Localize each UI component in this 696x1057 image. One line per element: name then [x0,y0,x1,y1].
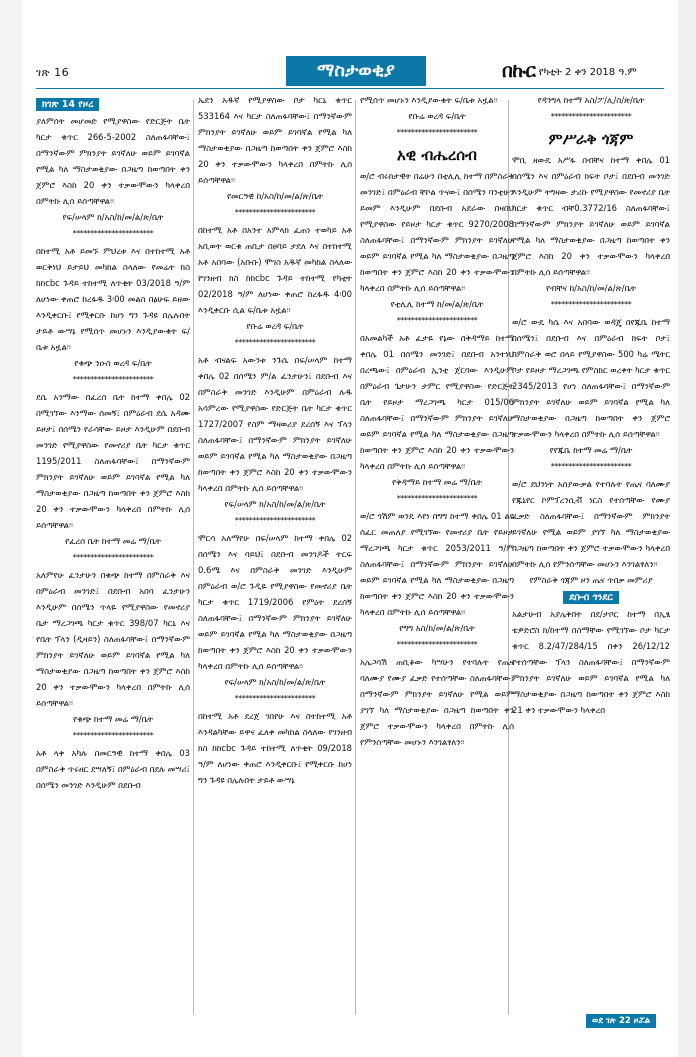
page-header [22,56,678,90]
section-title: አዊ ብሔረሰብ [397,146,477,164]
separator-stars: *********************** [550,300,632,309]
notice-signature: የቡሬ ወረዳ ፍ/ቤት [246,321,304,331]
notice-text: ወ/ሮ ደህንነት አሰያውቃል የተባሉት የጤና ባለሙያ የጁኒየር ኮምፕረንሲቭ ነርስ የተሰጣቸው የሙያ ፈቃድ ስለጠፋባቸው፤ በማንኛውም ምክንያት ይገኛለሁ የሚል ወይም ያገኘ ካለ ማስታወቂያው በጋዜጣ ከወጣበት ቀን ጀምሮ ተቃውሞውን ካላቀረበ በምትኩ ሊሰ የምንሰጣቸው መሆኑን እንገልፃለን፡፡ [512,479,670,569]
newspaper-page [22,0,678,1057]
notice-signature: የግግ አስ/ከ/መ/ል/ጽ/ቤት [399,623,475,633]
notice-text: አለምየሁ ፈንታሁን በቁጭ ከተማ በምስራቅ እና በምዕራብ መንገድ፤ በደቡብ አበባ ፈንታሁን እንዲሁም በሰሜን ጥላዬ የሚያዋስው የመኖሪያ ቤታ ማረጋገጫ ካርታ ቁጥር 398/07 ካርኒ እና የቤት ፕላን (ዲዛይን) ስለጠፋባቸው፤ በማንኛውም ምክንያት ይገኛለሁ ወይም ይገባኛል የሚል ካለ ማስታወቂያው በጋዜጣ ከወጣበት ቀን ጀምሮ እስከ 20 ቀን ተቃውሞውን ካላቀረበ በምትኩ ሊሰ ይሰጣቸዋል፡፡ [36,570,190,708]
brand-name: በኩር [502,60,536,82]
issue-date [502,60,637,82]
separator-stars: *********************** [234,208,316,217]
notice-signature: የመርዓዊ ከ/አስ/ከ/መ/ል/ጽ/ቤት [226,191,324,201]
column-2 [198,92,352,1032]
separator-stars: *********************** [234,694,316,703]
header-rule [36,88,664,89]
continued-to-tag: ወደ ገጽ 22 ዞሯል [586,1014,656,1028]
notice-text: አልታሁብ አያሌቅበት በደ/ታቦር ከተማ በኢፄ ቴዎድሮስ ክ/ከተማ በስማቸው የሚገኘው ቦታ ካርታ ቁጥር 8.2/47/284/15 በቀን 26/12/12 የተሰጣቸው ፕላን ስለጠፋባቸው፤ በማንኛውም ምክንያት ይገኛለሁ ወይም ይገባኛል የሚል ካለ ማስታወቂያው በጋዜጣ ከወጣበት ቀን ጀምሮ እስከ 21 ቀን ተቃውሞውን ካላቀረበ [512,609,670,715]
separator-stars: *********************** [396,128,478,137]
notice-signature: የፍ/ሠላም ክ/አስ/ከ/መ/ል/ጽ/ቤት [224,677,326,687]
separator-stars: *********************** [550,112,632,121]
page-edge [678,0,696,1057]
notice-signature: የቁጭ ከተማ መሬ ማ/ቤት [72,714,154,724]
section-title: ምሥራቅ ጎጃም [548,130,634,148]
notice-text: ደሴ አንማው በፈረሰ ቤት ከተማ ቀበሌ 02 በሚገኘው እንማው ሰመኝ፤ በምዕራብ ደሴ አዳሙ ይዞታ፤ በሰሜን የራሳቸው ይዞታ እንዲሁም በደቡብ መንገድ የሚያዋስው የመኖሪያ ቤት ካርታ ቁጥር 1195/2011 ስለጠፋባቸው፤ በማንኛውም ምክንያት ይገኛለሁ ወይም ይገባኛል የሚል ካለ ማስታወቂያው በጋዜጣ ከወጣበት ቀን ጀምሮ እስከ 20 ቀን ተቃውሞውን ካላቀረበ በምትኩ ሊሰ ይሰጣቸዋል፡፡ [36,392,190,530]
notice-text: ወ/ሮ ብሩክታዊት በሬሁን በቲሊሊ ከተማ በምስራቅ መንገድ፤ በምዕራብ ቸኮል ጥናው፤ በሰሜን ባንቲሁን ይመም እንዲሁም በደቡብ አደራው በዛበህ የሚያዋስው የይዞታ ካርታ ቁጥር 9270/2008 ስለጠፋባቸው፤ በማንኛውም ምክንያት ይገኛለሁ ወይም ይገባኛል የሚል ካለ ማስታወቂያው በጋዜጣ ከወጣበት ቀን ጀምሮ እስከ 20 ቀን ተቃውሞውን ካላቀረበ በምትኩ ሊሰ ይሰጣቸዋል፡፡ [360,171,514,293]
separator-stars: *********************** [72,375,154,384]
notice-signature: የምስራቅ ጎጃም ዞን ጤና ጥበቃ መምሪያ [529,575,653,585]
notice-signature: የቲሊሊ ከተማ ከ/መ/ል/ጽ/ቤት [390,299,484,309]
notice-text: አቶ ብናልፍ አውንቱ ንጉሴ በፍ/ሠላም ከተማ ቀበሌ 02 በሰሜን ም/ል ፈንታሁን፤ በደቡብ እና በምስራቅ መንገድ እንዲሁም በምዕራብ ሉዱ አሳምረው የሚያዋስው የድርጅት ቤት ካርታ ቁጥር 1727/2007 የስም ማዛወሪያ ደረሰኝ እና ፕላን ስለጠፋባቸው፤ በማንኛውም ምክንያት ይገኛለሁ ወይም ይገባኛል የሚል ካለ ማስታወቂያው በጋዜጣ ከወጣበት ቀን ጀምሮ እስከ 20 ቀን ተቃውሞውን ካላቀረበ በምትኩ ሊሰ ይሰጣቸዋል፡፡ [198,355,352,493]
notice-signature: የቅዳማይ ከተማ መሬ ማ/ቤት [391,477,483,487]
notice-text: ኤደን አዱኛ የሚያዋስው ቦታ ካርኒ ቁጥር 533164 እና ካርታ ስለጠፋባቸው፤ በማንኛውም ምክንያት ይገኛለሁ ወይም ይገባኛል የሚል ካለ ማስታወቂያው በጋዜጣ ከወጣበት ቀን ጀምሮ እስከ 20 ቀን ተቃውሞውን ካላቀረበ በምትኩ ሊሰ ይሰጣቸዋል፡፡ [198,95,352,185]
notice-signature: የቁጭ ንዑስ ወረዳ ፍ/ቤት [74,358,152,368]
column-divider [193,100,194,1015]
separator-stars: *********************** [550,462,632,471]
separator-stars: *********************** [72,731,154,740]
date-text: የካቲት 2 ቀን 2018 ዓ.ም [538,67,637,78]
notice-text: ሞቢ ዘውዴ አሥፋ በብቸና ከተማ ቀበሌ 01 በሰሜን እና በምዕራብ ክፍት ቦታ፤ በደቡብ መንገድ እንዲሁም ትግዛው ታሪኩ የሚያዋስው የመኖሪያ ቤት ካርታ ቁጥር ብቸ0.3772/16 ስለጠፋባቸው፤ በማንኛውም ምክንያት ይገኛለሁ ወይም ይገባኛል የሚል ካለ ማስታወቂያው በጋዜጣ ከወጣበት ቀን ጀምሮ እስከ 20 ቀን ተቃውሞውን ካላቀረበ በምትኩ ሊሰ ይሰጣቸዋል፡፡ [512,155,670,277]
page-number: ገጽ 16 [36,66,70,79]
notice-text: ወ/ሮ ጎሽም ወንዴ እየነ በግግ ከተማ ቀበሌ 01 ልዩ ሰፈር መጠለያ የሚገኘው የመኖሪያ ቤት የይዞታ ማረጋገጫ ካርታ ቁጥር 2053/2011 ዓ/ም ስለጠፋባቸው፤ በማንኛውም ምክንያት ይገኛለሁ ወይም ይገባኛል የሚል ካለ ማስታወቂያው በጋዜጣ ከወጣበት ቀን ጀምሮ እስከ 20 ቀን ተቃውሞውን ካላቀረበ በምትኩ ሊሰ ይሰጣቸዋል፡፡ [360,511,514,617]
notice-text: በከተሚ አቶ በአንተ አምላክ ፈጠነ ተወካይ አቶ አቢወት ወርቁ ጠቢታ በፀባይ ታደለ እና በተከተሚ አቶ አበባው (አቡቡ) ሞገስ አዱኛ መካከል ስላለው የገንዘብ ክስ ከከcbc ጉዳይ ተከተሚ የካቲት 02/2018 ዓ/ም ለሆነው ቀጠሮ ከረፋዱ 4፡00 እንዲቀርቡ ሲል ፍ/ቤቱ አዟል፡፡ [198,225,352,315]
separator-stars: *********************** [234,516,316,525]
notice-signature: የፍ/ሠላም ክ/አስ/ከ/መ/ል/ጽ/ቤት [224,499,326,509]
column-4 [512,92,670,1032]
column-3 [360,92,514,1032]
notice-signature: የቡሬ ወረዳ ፍ/ቤት [408,111,466,121]
notice-signature: የፍ/ሠላም ክ/አስ/ከ/መ/ል/ጽ/ቤት [62,212,164,222]
notice-text: አሌጋሳሽ ጠቢቆው ካሣሁን የተባሉት የጤና ባለሙያ የሙያ ፈቃድ የተሰጣቸው ስለጠፋባቸው፤ በማንኛውም ምክንያት ይገኛለሁ የሚል ወይም ያገኘ ካለ ማስታወቂያው በጋዜጣ ከወጣበት ቀን ጀምሮ ተቃውሞውን ካላቀረበ በምትኩ ሊሰ የምንሰጣቸው መሆኑን እንገልፃለን፡፡ [360,657,514,747]
continued-from-tag: ክገጽ 14 የዞረ [36,98,99,111]
notice-signature: የዳንግላ ከተማ አስ/ፖ/ሊ/ስ/ጽ/ቤት [537,95,645,105]
notice-text: በከተሚ አቶ ደረጀ ገበየሁ እና በተከተሚ አቶ እንዳልካቸው ይዋና ፈለቀ መካከል ስላለው የገንዘብ ክስ ከከcbc ጉዳይ ተከተሚ ለጥቂት 09/2018 ዓ/ም ለሆነው ቀጠሮ እንዲቀርቡ፤ የሚቀርቡ ከሆነ ግን ጉዳዩ በሌሉበት ታይቶ ውሣኔ [198,711,352,785]
notice-text: ሞርሳ አለማየሁ በፍ/ሠላም ከተማ ቀበሌ 02 በሰሜን እና ባይህ፤ በደቡብ መንገዶች ትርፍ 0.6ሜ እና በምስራቅ መንገድ እንዲሁም በምዕራብ ወ/ሮ ጉዲዬ የሚያዋስው የመኖሪያ ቤት ካርታ ቁጥር 1719/2006 የምዕት ደረሰኝ ስለጠፋባቸው፤ በማንኛውም ምክንያት ይገኛለሁ ወይም ይገባኛል የሚል ካለ ማስታወቂያው በጋዜጣ ከወጣበት ቀን ጀምሮ እስከ 20 ቀን ተቃውሞውን ካላቀረበ በምትኩ ሊሰ ይሰጣቸዋል፡፡ [198,533,352,671]
separator-stars: *********************** [234,338,316,347]
notice-text: በከተሚ አቶ ይመኙ ምህረቱ እና በተከተሚ አቶ ወርቅነህ ይታይህ መካከል ስላለው የመሬት ክስ ከከcbc ጉዳይ ተከተሚ ለጥቂት 03/2018 ዓ/ም ለሆነው ቀጠሮ ከረፋዱ 3፡00 መልስ በፅሁፍ ይዘው እንዲቀርቡ፤ የሚቀርቡ ከሆነ ግን ጉዳዩ በሌሉበት ታይቶ ውሣኔ የሚሰጥ መሆኑን እንዲያውቁት ፍ/ቤቱ አዟል፡፡ [36,246,190,352]
separator-stars: *********************** [396,494,478,503]
notice-signature: የፈረሰ ቤት ከተማ መሬ ማ/ቤት [65,536,161,546]
notice-signature: የየጁቤ ከተማ መሬ ማ/ቤት [549,445,633,455]
notice-text: አቶ ላቀ አካሉ በመርዓዊ ከተማ ቀበሌ 03 በምስራቅ ጥሩዘር ደሣለኝ፤ በምዕራብ በደሉ መሣሪ፤ በሰሜን መንገድ እንዲሁም በደቡብ [36,748,190,790]
notice-signature: የብቸና ከ/አስ/ከ/መ/ል/ጽ/ቤት [545,283,637,293]
notice-text: የሚሰጥ መሆኑን እንዲያውቁት ፍ/ቤቱ አዟል፡፡ [360,95,498,105]
column-divider [355,100,356,1015]
region-tag: ደቡብ ጎንደር [563,591,619,604]
separator-stars: *********************** [396,316,478,325]
column-1 [36,92,190,1032]
notice-text: ያለምሰት መሆመድ የሚያዋስው የድርጅት ቤት ካርታ ቁጥር 266-5-2002 ስለጠፋባቸው፤ በማንኛውም ምክንያት ይገኛለሁ ወይም ይገባኛል የሚል ካለ ማስታወቂያው በጋዜጣ ከወጣበት ቀን ጀምሮ እስከ 20 ቀን ተቃውሞውን ካላቀረበ በምትኩ ሊሰ ይሰጣቸዋል፡፡ [36,116,190,206]
columns [22,92,678,1032]
separator-stars: *********************** [396,640,478,649]
masthead: ማስታወቂያ [286,56,426,86]
separator-stars: *********************** [72,553,154,562]
separator-stars: *********************** [72,229,154,238]
notice-text: በአመልካች አቶ ፈታዬ የኔው በቅዳማይ ከተማ ቀበሌ 01 በሰሜን መንገድ፤ በደቡብ አንተነህ በረጫው፤ በምዕራብ ኢንቲ ጀርባው እንዲሁም በምዕራብ ጌታሁን ታምር የሚያዋስው የድርጅት ቤት የይዞታ ማረጋገጫ ካርታ 015/06 ስለጠፋባቸው፤ በማንኛውም ምክንያት ይገኛለሁ ወይም ይገባኛል የሚል ካለ ማስታወቂያው በጋዜጣ ከወጣበት ቀን ጀምሮ እስከ 20 ቀን ተቃውሞውን ካላቀረበ በምትኩ ሊሰ ይሰጣቸዋል፡፡ [360,333,514,471]
notice-text: ወ/ሮ ውዴ ካሴ እና አበባው ወዳጄ በየጁቤ ከተማ በሰሜን፤ በደቡብ እና በምዕራብ ክፍት ቦታ፤ በምስራቅ ወሮ በላይ የሚያዋስው 500 ካሬ ሜትር ቦታ የይዞታ ማረጋገጫ የምስክር ወረቀት ካርታ ቁጥር 2345/2013 የሆነ ስለጠፋባቸው፤ በማንኛውም ምክንያት ይገኛለሁ ወይም ይገባኛል የሚል ካለ ማስታወቂያው በጋዜጣ ከወጣበት ቀን ጀምሮ ተቃውሞውን ካላቀረበ በምትኩ ሊሰ ይሰጣቸዋል፡፡ [512,317,670,439]
